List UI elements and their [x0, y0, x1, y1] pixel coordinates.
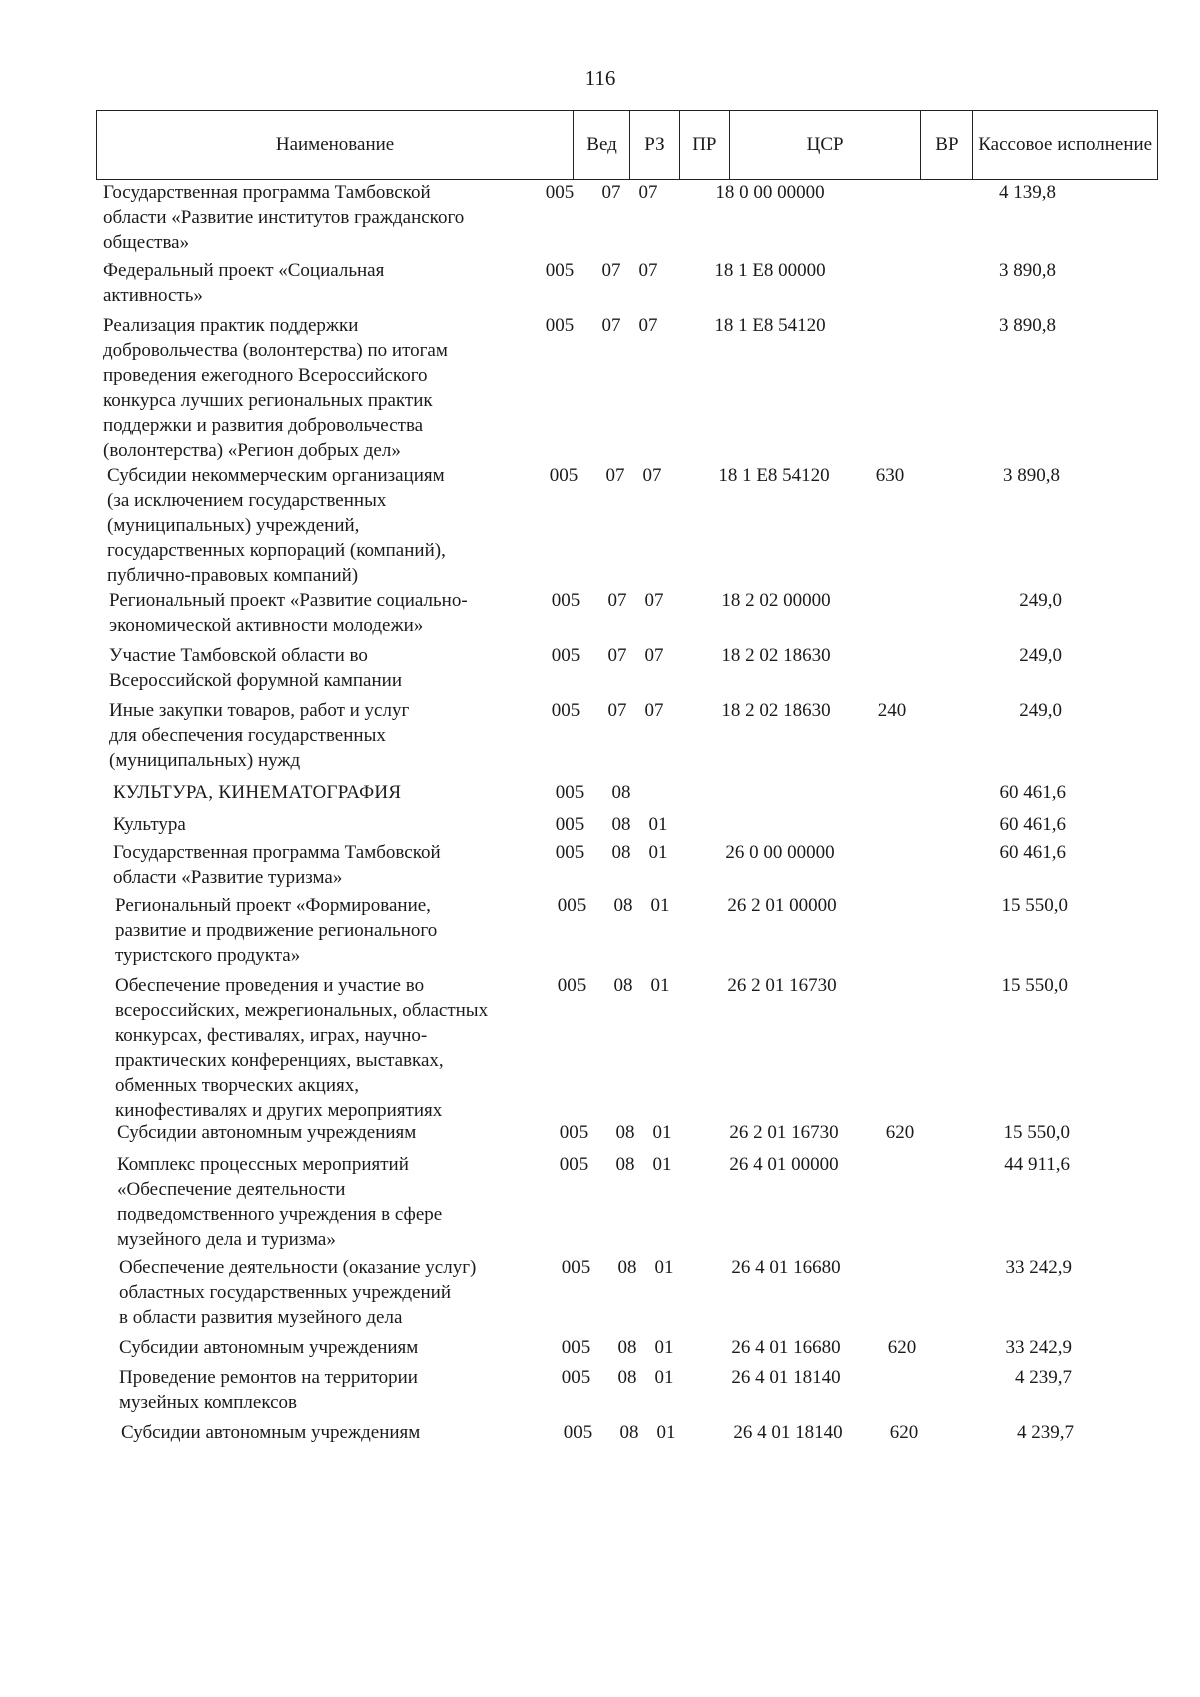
row-rz: 08 [617, 1367, 637, 1388]
row-kas: 33 242,9 [1005, 1337, 1072, 1358]
row-csr: 26 4 01 18140 [731, 1367, 841, 1388]
row-ved: 005 [549, 465, 579, 486]
row-csr: 26 4 01 16680 [731, 1257, 841, 1278]
row-kas: 15 550,0 [1001, 895, 1068, 916]
row-pr: 01 [654, 1257, 674, 1278]
row-vr: 240 [877, 700, 907, 721]
row-kas: 3 890,8 [1003, 465, 1060, 486]
row-rz: 07 [601, 182, 621, 203]
row-kas: 44 911,6 [1004, 1154, 1070, 1175]
row-kas: 249,0 [1019, 700, 1062, 721]
row-rz: 08 [611, 814, 631, 835]
row-kas: 3 890,8 [999, 260, 1056, 281]
row-name: Проведение ремонтов на территории музейных комплексов [119, 1367, 418, 1413]
row-kas: 60 461,6 [999, 814, 1066, 835]
row-ved: 005 [551, 590, 581, 611]
header-ved: Вед [574, 111, 630, 179]
row-pr: 01 [648, 814, 668, 835]
row-ved: 005 [551, 645, 581, 666]
row-csr: 18 1 E8 54120 [714, 315, 826, 336]
row-ved: 005 [555, 782, 585, 803]
row-csr: 26 2 01 16730 [729, 1122, 839, 1143]
row-ved: 005 [559, 1154, 589, 1175]
row-pr: 01 [652, 1122, 672, 1143]
row-pr: 07 [638, 260, 658, 281]
row-pr: 07 [638, 182, 658, 203]
header-kas: Кассовое исполнение [978, 134, 1153, 155]
row-kas: 4 239,7 [1017, 1422, 1074, 1443]
row-rz: 08 [615, 1154, 635, 1175]
row-kas: 15 550,0 [1003, 1122, 1070, 1143]
row-name: Участие Тамбовской области во Всероссийской форумной кампании [109, 645, 402, 691]
row-csr: 26 2 01 00000 [727, 895, 837, 916]
row-ved: 005 [545, 315, 575, 336]
row-rz: 08 [617, 1257, 637, 1278]
row-name: Культура [113, 814, 186, 835]
row-name: Государственная программа Тамбовской области «Развитие институтов гражданского общества» [103, 182, 465, 253]
row-name: Обеспечение проведения и участие во всероссийских, межрегиональных, областных конкурсах, фестивалях, играх, научно- практических конференциях, выставках, обменных творческих акциях, кинофестивалях и других мероприятиях [115, 975, 489, 1121]
row-csr: 26 4 01 18140 [733, 1422, 843, 1443]
row-rz: 07 [607, 700, 627, 721]
header-name: Наименование [97, 111, 574, 179]
row-csr: 18 2 02 18630 [721, 645, 831, 666]
row-ved: 005 [557, 975, 587, 996]
row-name: Региональный проект «Формирование, развитие и продвижение регионального туристского продукта» [115, 895, 438, 966]
row-pr: 01 [648, 842, 668, 863]
row-kas: 4 139,8 [999, 182, 1056, 203]
row-name: Государственная программа Тамбовской области «Развитие туризма» [113, 842, 441, 888]
row-csr: 18 1 E8 54120 [718, 465, 830, 486]
row-vr: 620 [889, 1422, 919, 1443]
row-pr: 07 [644, 645, 664, 666]
row-pr: 07 [642, 465, 662, 486]
row-name: Обеспечение деятельности (оказание услуг) областных государственных учреждений в области развития музейного дела [119, 1257, 477, 1328]
row-vr: 630 [875, 465, 905, 486]
page-number: 116 [584, 66, 616, 90]
row-pr: 01 [652, 1154, 672, 1175]
row-ved: 005 [545, 182, 575, 203]
row-kas: 249,0 [1019, 590, 1062, 611]
row-pr: 07 [644, 700, 664, 721]
row-ved: 005 [545, 260, 575, 281]
row-kas: 15 550,0 [1001, 975, 1068, 996]
header-vr: ВР [921, 111, 973, 179]
row-rz: 08 [611, 782, 631, 803]
row-rz: 08 [619, 1422, 639, 1443]
row-ved: 005 [555, 842, 585, 863]
row-name: Федеральный проект «Социальная активность» [103, 260, 385, 306]
row-kas: 249,0 [1019, 645, 1062, 666]
row-rz: 08 [613, 895, 633, 916]
header-pr: ПР [680, 111, 730, 179]
row-vr: 620 [887, 1337, 917, 1358]
row-rz: 08 [617, 1337, 637, 1358]
row-ved: 005 [561, 1257, 591, 1278]
row-ved: 005 [561, 1367, 591, 1388]
row-rz: 07 [601, 260, 621, 281]
row-ved: 005 [563, 1422, 593, 1443]
row-kas: 33 242,9 [1005, 1257, 1072, 1278]
row-ved: 005 [555, 814, 585, 835]
row-kas: 4 239,7 [1015, 1367, 1072, 1388]
row-csr: 26 0 00 00000 [725, 842, 835, 863]
row-csr: 26 4 01 00000 [729, 1154, 839, 1175]
row-rz: 08 [611, 842, 631, 863]
header-csr: ЦСР [730, 111, 922, 179]
row-csr: 26 4 01 16680 [731, 1337, 841, 1358]
row-rz: 07 [607, 590, 627, 611]
row-name: Иные закупки товаров, работ и услуг для обеспечения государственных (муниципальных) нужд [109, 700, 410, 771]
row-name: Субсидии автономным учреждениям [121, 1422, 421, 1443]
row-kas: 60 461,6 [999, 782, 1066, 803]
row-csr: 18 2 02 00000 [721, 590, 831, 611]
row-name: Субсидии некоммерческим организациям (за исключением государственных (муниципальных) учреждений, государственных корпораций (компаний), публично-правовых компаний) [107, 465, 446, 586]
header-rz: РЗ [630, 111, 680, 179]
row-ved: 005 [551, 700, 581, 721]
row-rz: 08 [615, 1122, 635, 1143]
row-csr: 18 2 02 18630 [721, 700, 831, 721]
row-name: Комплекс процессных мероприятий «Обеспечение деятельности подведомственного учреждения в сфере музейного дела и туризма» [117, 1154, 443, 1250]
row-rz: 08 [613, 975, 633, 996]
row-pr: 01 [650, 895, 670, 916]
row-name: Региональный проект «Развитие социально- экономической активности молодежи» [109, 590, 468, 636]
row-pr: 01 [654, 1337, 674, 1358]
row-name: Реализация практик поддержки добровольчества (волонтерства) по итогам проведения ежегодного Всероссийского конкурса лучших региональных практик поддержки и развития добровольчества (волонтерства) «Регион добрых дел» [103, 315, 448, 461]
row-csr: 18 0 00 00000 [715, 182, 825, 203]
row-name: Субсидии автономным учреждениям [119, 1337, 419, 1358]
row-pr: 07 [638, 315, 658, 336]
row-kas: 3 890,8 [999, 315, 1056, 336]
row-csr: 26 2 01 16730 [727, 975, 837, 996]
row-pr: 01 [656, 1422, 676, 1443]
row-pr: 01 [650, 975, 670, 996]
row-ved: 005 [561, 1337, 591, 1358]
row-kas: 60 461,6 [999, 842, 1066, 863]
row-vr: 620 [885, 1122, 915, 1143]
row-name: Субсидии автономным учреждениям [117, 1122, 417, 1143]
row-pr: 01 [654, 1367, 674, 1388]
row-rz: 07 [607, 645, 627, 666]
row-rz: 07 [601, 315, 621, 336]
row-pr: 07 [644, 590, 664, 611]
row-rz: 07 [605, 465, 625, 486]
row-ved: 005 [557, 895, 587, 916]
row-csr: 18 1 E8 00000 [714, 260, 826, 281]
row-ved: 005 [559, 1122, 589, 1143]
row-name: КУЛЬТУРА, КИНЕМАТОГРАФИЯ [113, 782, 402, 803]
